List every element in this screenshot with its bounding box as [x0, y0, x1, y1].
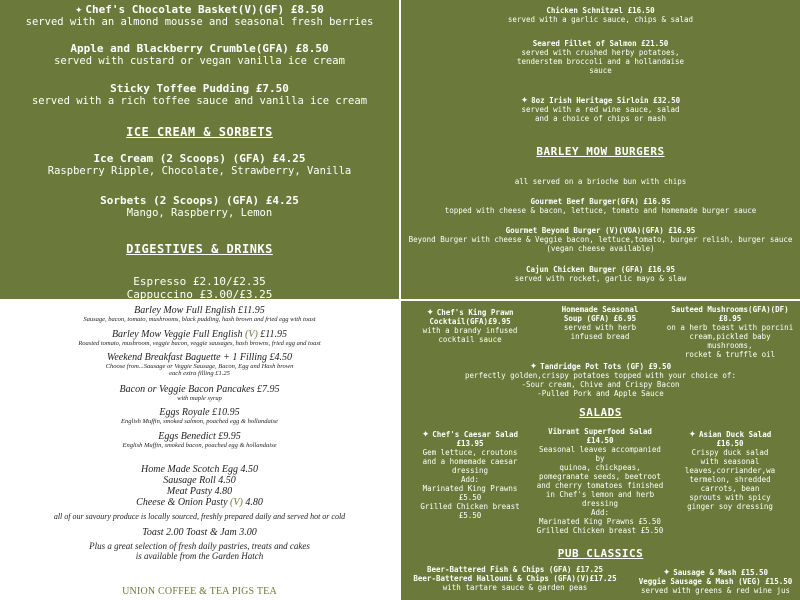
starter-desc: perfectly golden,crispy potatoes topped with your choice of: [465, 371, 736, 380]
starter-title: Cocktail(GFA)£9.95 [429, 317, 511, 326]
salad-desc: dressing [451, 466, 489, 475]
salad-title: Vibrant Superfood Salad [548, 427, 652, 436]
breakfast-desc: Roasted tomato, mushroom, veggie bacon, veggie sausages, hash browns, fried egg and toast [78, 340, 321, 347]
salad-title: £14.50 [586, 436, 614, 445]
salad-desc: Gem lettuce, croutons [422, 448, 518, 457]
icecream-title: Ice Cream (2 Scoops) (GFA) £4.25 [93, 152, 306, 165]
salad-title: ✦ Asian Duck Salad [688, 426, 772, 440]
dessert-desc: served with an almond mousse and seasonal fresh berries [25, 16, 374, 28]
starter-title: £8.95 [718, 314, 742, 323]
main-desc: tenderstem broccoli and a hollandaise [516, 57, 685, 66]
star-icon: ✦ [520, 92, 529, 106]
toast-line: Toast 2.00 Toast & Jam 3.00 [142, 527, 257, 538]
salad-desc: termelon, shredded [689, 475, 771, 484]
salad-desc: in Chef's lemon and herb [545, 490, 655, 499]
salad-desc: quinoa, chickpeas, [559, 463, 641, 472]
pub-item: Veggie Sausage & Mash (VEG) £15.50 [638, 577, 793, 586]
star-icon: ✦ [529, 358, 538, 372]
starter-desc: -Sour cream, Chive and Crispy Bacon [521, 380, 680, 389]
savoury-item: Sausage Roll 4.50 [163, 475, 236, 486]
breakfast-title: Weekend Breakfast Baguette + 1 Filling £4.50 [106, 352, 293, 363]
dessert-title: ✦ Chef's Chocolate Basket(V)(GF) £8.50 [75, 2, 324, 16]
starter-title: Sauteed Mushrooms(GFA)(DF) [671, 305, 789, 314]
burger-desc: (vegan cheese available) [546, 244, 655, 253]
dessert-desc: served with a rich toffee sauce and vanilla ice cream [31, 95, 368, 107]
burger-title: Gourmet Beef Burger(GFA) £16.95 [530, 197, 671, 206]
starter-desc: cream,pickled baby mushrooms, [689, 332, 771, 350]
salad-desc: with seasonal [700, 457, 760, 466]
salad-desc: and cherry tomatoes finished [536, 481, 664, 490]
star-icon: ✦ [421, 426, 430, 440]
burgers-intro: all served on a brioche bun with chips [514, 177, 687, 186]
salad-desc: Add: [460, 475, 480, 484]
salad-desc: Grilled Chicken breast £5.50 [536, 526, 664, 535]
main-title: Chicken Schnitzel £16.50 [546, 6, 655, 15]
savoury-item: Cheese & Onion Pasty (V) 4.80 [136, 497, 263, 508]
mains-panel [401, 0, 800, 299]
salad-desc: Grilled Chicken breast [420, 502, 520, 511]
main-desc: served with a garlic sauce, chips & salad [507, 15, 694, 24]
dessert-title: Sticky Toffee Pudding £7.50 [110, 82, 289, 95]
salad-desc: £5.50 [458, 493, 482, 502]
starters-panel [401, 301, 800, 600]
salad-desc: carrots, bean [700, 484, 760, 493]
breakfast-desc: Choose from...Sausage or Veggie Sausage, Bacon, Egg and Hash brown [105, 363, 294, 370]
icecream-heading: ICE CREAM & SORBETS [126, 125, 273, 139]
salad-desc: Marinated King Prawns [422, 484, 518, 493]
savoury-item: Meat Pasty 4.80 [166, 486, 233, 497]
salad-desc: dressing [581, 499, 619, 508]
main-desc: sauce [589, 66, 612, 75]
breakfast-desc: each extra filling £1.25 [169, 370, 230, 377]
main-desc: and a choice of chips or mash [535, 114, 666, 123]
pub-item: Beer-Battered Fish & Chips (GFA) £17.25 [426, 565, 604, 574]
salad-title: ✦ Chef's Caesar Salad [421, 426, 519, 440]
salad-desc: ginger soy dressing [687, 502, 773, 511]
salad-title: £13.95 [456, 439, 484, 448]
breakfast-desc: English Muffin, smoked salmon, poached egg & hollandaise [121, 418, 278, 425]
breakfast-title: Eggs Royale £10.95 [159, 407, 240, 418]
salad-desc: £5.50 [458, 511, 482, 520]
drink-item: Espresso £2.10/£2.35 [133, 275, 266, 288]
salad-desc: sprouts with spicy [689, 493, 771, 502]
salad-desc: Seasonal leaves accompanied [539, 445, 661, 454]
starter-desc: cocktail sauce [438, 335, 502, 344]
dessert-desc: served with custard or vegan vanilla ice cream [54, 55, 345, 67]
breakfast-title: Eggs Benedict £9.95 [158, 431, 241, 442]
breakfast-title: Bacon or Veggie Bacon Pancakes £7.95 [119, 384, 280, 395]
salad-desc: Marinated King Prawns £5.50 [539, 517, 661, 526]
star-icon: ✦ [688, 426, 696, 440]
breakfast-desc: English Muffin, smoked bacon, poached egg & hollandaise [122, 442, 277, 449]
star-icon: ✦ [75, 2, 83, 16]
pub-item: Beer-Battered Halloumi & Chips (GFA)(V)£17.25 [413, 574, 617, 583]
sorbets-desc: Mango, Raspberry, Lemon [126, 207, 273, 219]
salad-desc: pomegranate seeds, beetroot [539, 472, 661, 481]
burgers-heading: BARLEY MOW BURGERS [536, 145, 665, 158]
burger-desc: topped with cheese & bacon, lettuce, tomato and homemade burger sauce [444, 206, 757, 215]
pub-desc: served with greens & red wine jus [640, 586, 790, 595]
salads-heading: SALADS [579, 406, 622, 419]
salad-desc: and a homemade caesar [422, 457, 518, 466]
burger-desc: Beyond Burger with cheese & Veggie bacon, lettuce,tomato, burger relish, burger sauce [408, 235, 793, 244]
sorbets-title: Sorbets (2 Scoops) (GFA) £4.25 [100, 194, 299, 207]
savoury-item: Home Made Scotch Egg 4.50 [141, 464, 258, 475]
drinks-heading: DIGESTIVES & DRINKS [126, 242, 273, 256]
burger-title: Gourmet Beyond Burger (V)(VOA)(GFA) £16.95 [505, 226, 696, 235]
salad-title: £16.50 [716, 439, 744, 448]
pastries-note: is available from the Garden Hatch [135, 551, 264, 561]
starter-title: ✦ Chef's King Prawn [426, 304, 514, 318]
breakfast-title: Barley Mow Full English £11.95 [134, 305, 265, 316]
star-icon: ✦ [662, 564, 671, 578]
starter-desc: rocket & truffle oil [684, 350, 776, 359]
local-note: all of our savoury produce is locally sourced, freshly prepared daily and served hot or cold [53, 512, 346, 521]
starter-desc: with a brandy infused [422, 326, 518, 335]
breakfast-desc: with maple syrup [177, 395, 222, 402]
salad-desc: leaves,corriander,wa [684, 466, 776, 475]
drink-item: Cappuccino £3.00/£3.25 [126, 288, 273, 299]
salad-desc: Crispy duck salad [691, 448, 769, 457]
main-desc: served with a red wine sauce, salad [521, 105, 680, 114]
burger-desc: served with rocket, garlic mayo & slaw [514, 274, 687, 283]
pub-desc: with tartare sauce & garden peas [442, 583, 588, 592]
pub-item: ✦ Sausage & Mash £15.50 [662, 564, 769, 578]
breakfast-desc: Sausage, bacon, tomato, mushrooms, black pudding, hash brown and fried egg with toast [83, 316, 316, 323]
star-icon: ✦ [426, 304, 434, 318]
starter-desc: infused bread [570, 332, 630, 341]
breakfast-title: Barley Mow Veggie Full English (V) £11.95 [111, 329, 288, 340]
salad-desc: by [595, 454, 605, 463]
starter-title: Homemade Seasonal [561, 305, 639, 314]
desserts-panel [0, 0, 399, 299]
breakfast-panel [0, 301, 399, 600]
starter-title: ✦ Tandridge Pot Tots (GF) £9.50 [529, 358, 672, 372]
main-desc: served with crushed herby potatoes, [521, 48, 680, 57]
starter-desc: -Pulled Pork and Apple Sauce [537, 389, 664, 398]
dessert-title: Apple and Blackberry Crumble(GFA) £8.50 [70, 42, 329, 55]
brand-line: UNION COFFEE & TEA PIGS TEA [122, 586, 277, 597]
starter-title: Soup (GFA) £6.95 [563, 314, 637, 323]
icecream-desc: Raspberry Ripple, Chocolate, Strawberry, Vanilla [47, 165, 352, 177]
main-title: ✦ 8oz Irish Heritage Sirloin £32.50 [520, 92, 681, 106]
salad-desc: Add: [590, 508, 610, 517]
pastries-note: Plus a great selection of fresh daily pastries, treats and cakes [89, 541, 310, 551]
pub-classics-heading: PUB CLASSICS [557, 547, 644, 560]
burger-title: Cajun Chicken Burger (GFA) £16.95 [525, 265, 675, 274]
starter-desc: served with herb [563, 323, 637, 332]
main-title: Seared Fillet of Salmon £21.50 [532, 39, 669, 48]
starter-desc: on a herb toast with porcini [666, 323, 794, 332]
